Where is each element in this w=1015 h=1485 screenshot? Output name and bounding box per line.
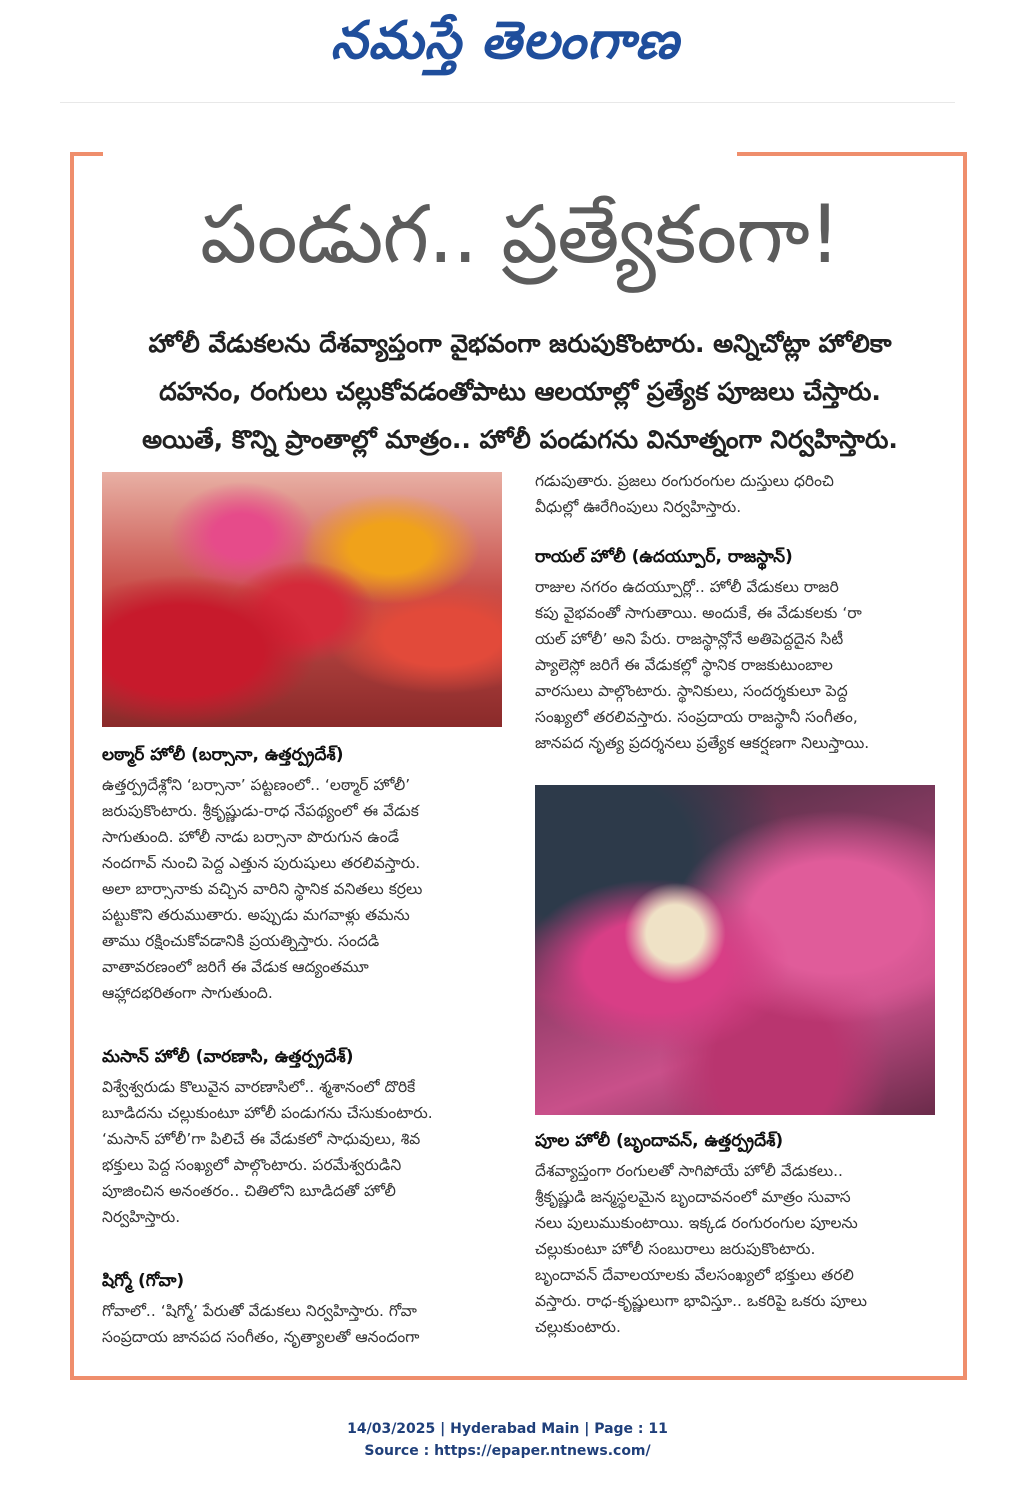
body-line: చల్లుకుంటారు.	[535, 1318, 621, 1336]
lathmar-holi-photo	[102, 472, 502, 727]
body-line: విశ్వేశ్వరుడు కొలువైన వారణాసిలో.. శ్మశానంలో దొరికే	[102, 1078, 416, 1096]
body-line: గోవాలో.. ‘షిగ్మో’ పేరుతో వేడుకలు నిర్వహిస్తారు. గోవా	[102, 1302, 417, 1320]
body-line: నిర్వహిస్తారు.	[102, 1208, 181, 1226]
body-line: వారసులు పాల్గొంటారు. స్థానికులు, సందర్శకులూ పెద్ద	[535, 682, 848, 700]
body-line: తాము రక్షించుకోవడానికి ప్రయత్నిస్తారు. సందడి	[102, 932, 380, 950]
body-line: వీధుల్లో ఊరేగింపులు నిర్వహిస్తారు.	[535, 498, 742, 516]
masthead	[0, 0, 1015, 100]
intro-paragraph	[100, 320, 940, 464]
section-heading: లఠ్మార్ హోలీ (బర్సానా, ఉత్తర్ప్రదేశ్)	[102, 745, 344, 765]
frame-left	[70, 152, 74, 1380]
lathmar-section	[102, 742, 502, 1006]
body-line: రాజుల నగరం ఉదయ్పూర్లో.. హోలీ వేడుకలు రాజరి	[535, 578, 839, 596]
masthead-divider	[60, 102, 955, 103]
masan-section	[102, 1044, 502, 1230]
body-line: సాగుతుంది. హోలీ నాడు బర్సానా పొరుగున ఉండే	[102, 828, 400, 846]
body-line: బూడిదను చల్లుకుంటూ హోలీ పండుగను చేసుకుంటారు.	[102, 1104, 433, 1122]
body-line: వస్తారు. రాధ-కృష్ణులుగా భావిస్తూ.. ఒకరిపై ఒకరు పూలు	[535, 1292, 868, 1310]
body-line: యల్ హోలీ’ అని పేరు. రాజస్థాన్లోనే అతిపెద్దదైన సిటీ	[535, 630, 844, 648]
phool-section	[535, 1128, 935, 1340]
phool-holi-photo	[535, 785, 935, 1115]
body-line: దేశవ్యాప్తంగా రంగులతో సాగిపోయే హోలీ వేడుకలు..	[535, 1162, 843, 1180]
body-line: నందగావ్ నుంచి పెద్ద ఎత్తున పురుషులు తరలివస్తారు.	[102, 854, 421, 872]
section-heading: మసాన్ హోలీ (వారణాసి, ఉత్తర్ప్రదేశ్)	[102, 1047, 354, 1067]
body-line: జానపద నృత్య ప్రదర్శనలు ప్రత్యేక ఆకర్షణగా నిలుస్తాయి.	[535, 734, 870, 752]
body-line: చల్లుకుంటూ హోలీ సంబురాలు జరుపుకొంటారు.	[535, 1240, 816, 1258]
body-line: ఆహ్లాదభరితంగా సాగుతుంది.	[102, 984, 273, 1002]
edition-info: 14/03/2025 | Hyderabad Main | Page : 11	[347, 1421, 668, 1437]
headline: పండుగ.. ప్రత్యేకంగా!	[200, 188, 840, 281]
body-line: వాతావరణంలో జరిగే ఈ వేడుక ఆద్యంతమూ	[102, 958, 369, 976]
body-line: బృందావన్ దేవాలయాలకు వేలసంఖ్యలో భక్తులు తరలి	[535, 1266, 854, 1284]
section-heading: షిగ్మో (గోవా)	[102, 1271, 185, 1291]
body-line: అలా బార్సానాకు వచ్చిన వారిని స్థానిక వనితలు కర్రలు	[102, 880, 423, 898]
body-line: శ్రీకృష్ణుడి జన్మస్థలమైన బృందావనంలో మాత్రం సువాస	[535, 1188, 851, 1206]
body-line: ప్యాలెస్లో జరిగే ఈ వేడుకల్లో స్థానిక రాజకుటుంబాల	[535, 656, 833, 674]
body-line: జరుపుకొంటారు. శ్రీకృష్ణుడు-రాధ నేపథ్యంలో ఈ వేడుక	[102, 802, 419, 820]
frame-right	[963, 152, 967, 1380]
frame-top-left	[70, 152, 103, 156]
source-link[interactable]: Source : https://epaper.ntnews.com/	[364, 1443, 651, 1459]
body-line: ఉత్తర్ప్రదేశ్లోని ‘బర్సానా’ పట్టణంలో.. ‘లఠ్మార్ హోలీ’	[102, 776, 411, 794]
frame-top-right	[737, 152, 967, 156]
body-line: సంఖ్యలో తరలివస్తారు. సంప్రదాయ రాజస్థానీ సంగీతం,	[535, 708, 858, 726]
intro-line: దహనం, రంగులు చల్లుకోవడంతోపాటు ఆలయాల్లో ప్రత్యేక పూజలు చేస్తారు.	[159, 377, 881, 406]
frame-bottom	[70, 1376, 967, 1380]
page-footer	[0, 1418, 1015, 1462]
body-line: పూజించిన అనంతరం.. చితిలోని బూడిదతో హోలీ	[102, 1182, 396, 1200]
body-line: ‘మసాన్ హోలీ’గా పిలిచే ఈ వేడుకలో సాధువులు, శివ	[102, 1130, 421, 1148]
intro-line: అయితే, కొన్ని ప్రాంతాల్లో మాత్రం.. హోలీ పండుగను వినూత్నంగా నిర్వహిస్తారు.	[142, 425, 898, 454]
section-heading: రాయల్ హోలీ (ఉదయ్పూర్, రాజస్థాన్)	[535, 547, 793, 567]
newspaper-logo: నమస్తే తెలంగాణ	[330, 11, 680, 71]
body-line: నలు పులుముకుంటాయి. ఇక్కడ రంగురంగుల పూలను	[535, 1214, 858, 1232]
royal-section	[535, 544, 935, 756]
body-line: సంప్రదాయ జానపద సంగీతం, నృత్యాలతో ఆనందంగా	[102, 1328, 420, 1346]
body-line: గడుపుతారు. ప్రజలు రంగురంగుల దుస్తులు ధరించి	[535, 472, 834, 490]
body-line: భక్తులు పెద్ద సంఖ్యలో పాల్గొంటారు. పరమేశ్వరుడిని	[102, 1156, 402, 1174]
body-line: పట్టుకొని తరుముతారు. అప్పుడు మగవాళ్లు తమను	[102, 906, 410, 924]
section-heading: పూల హోలీ (బృందావన్, ఉత్తర్ప్రదేశ్)	[535, 1131, 784, 1151]
body-line: కపు వైభవంతో సాగుతాయి. అందుకే, ఈ వేడుకలకు ‘రా	[535, 604, 862, 622]
shigmo-section	[102, 1268, 502, 1350]
intro-line: హోలీ వేడుకలను దేశవ్యాప్తంగా వైభవంగా జరుపుకొంటారు. అన్నిచోట్లా హోలికా	[148, 329, 892, 358]
continuation-text	[535, 468, 935, 520]
